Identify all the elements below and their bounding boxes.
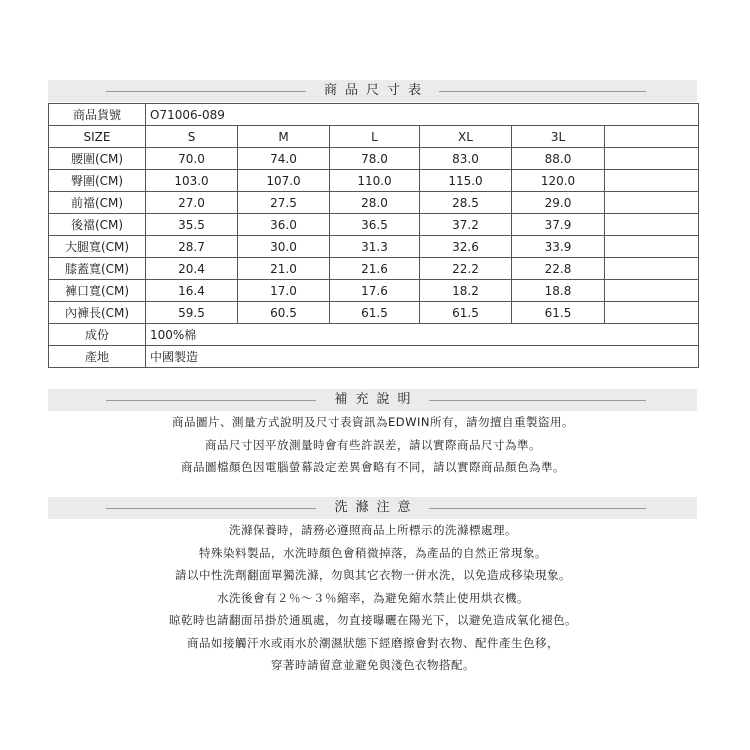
washing-line: 穿著時請留意並避免與淺色衣物搭配。 xyxy=(271,658,475,672)
table-cell: 28.7 xyxy=(146,236,238,258)
origin-label: 產地 xyxy=(49,346,146,368)
table-cell: 21.6 xyxy=(330,258,420,280)
size-xl: XL xyxy=(420,126,512,148)
size-m: M xyxy=(238,126,330,148)
table-cell: 60.5 xyxy=(238,302,330,324)
table-cell: 18.8 xyxy=(512,280,605,302)
table-cell: 78.0 xyxy=(330,148,420,170)
table-row xyxy=(49,214,699,236)
empty-cell xyxy=(605,214,699,236)
table-cell: 36.0 xyxy=(238,214,330,236)
table-cell: 83.0 xyxy=(420,148,512,170)
size-table-header xyxy=(48,80,697,102)
table-row xyxy=(49,148,699,170)
table-cell: 22.8 xyxy=(512,258,605,280)
product-code-label: 商品貨號 xyxy=(49,104,146,126)
material-label: 成份 xyxy=(49,324,146,346)
washing-line: 特殊染料製品，水洗時顏色會稍微掉落，為產品的自然正常現象。 xyxy=(199,545,547,560)
table-cell: 16.4 xyxy=(146,280,238,302)
table-cell: 20.4 xyxy=(146,258,238,280)
table-cell: 27.5 xyxy=(238,192,330,214)
origin-value: 中國製造 xyxy=(146,346,699,368)
table-cell: 17.0 xyxy=(238,280,330,302)
table-cell: 18.2 xyxy=(420,280,512,302)
table-row xyxy=(49,236,699,258)
supplement-title-wrap xyxy=(48,389,697,411)
washing-line: 水洗後會有２％～３％縮率，為避免縮水禁止使用烘衣機。 xyxy=(217,590,529,605)
supplement-text xyxy=(48,411,698,479)
empty-cell xyxy=(605,148,699,170)
row-label: 內褲長(CM) xyxy=(49,302,146,324)
table-row xyxy=(49,170,699,192)
supplement-line: 商品尺寸因平放測量時會有些許誤差，請以實際商品尺寸為準。 xyxy=(205,437,541,452)
table-cell: 88.0 xyxy=(512,148,605,170)
table-cell: 61.5 xyxy=(330,302,420,324)
empty-cell xyxy=(605,170,699,192)
table-row xyxy=(49,258,699,280)
supplement-title: 補充說明 xyxy=(316,392,428,407)
table-cell: 31.3 xyxy=(330,236,420,258)
table-cell: 22.2 xyxy=(420,258,512,280)
row-label: 大腿寬(CM) xyxy=(49,236,146,258)
product-code-value: O71006-089 xyxy=(146,104,699,126)
empty-cell xyxy=(605,236,699,258)
row-label: 前襠(CM) xyxy=(49,192,146,214)
table-cell: 28.5 xyxy=(420,192,512,214)
table-cell: 37.9 xyxy=(512,214,605,236)
row-label: 褲口寬(CM) xyxy=(49,280,146,302)
size-table-title: 商品尺寸表 xyxy=(306,83,439,98)
size-table-title-wrap xyxy=(48,80,697,102)
table-row xyxy=(49,280,699,302)
size-l: L xyxy=(330,126,420,148)
washing-title-wrap xyxy=(48,497,697,519)
material-value: 100%棉 xyxy=(146,324,699,346)
table-cell: 107.0 xyxy=(238,170,330,192)
table-cell: 61.5 xyxy=(420,302,512,324)
empty-cell xyxy=(605,302,699,324)
table-cell: 70.0 xyxy=(146,148,238,170)
table-cell: 30.0 xyxy=(238,236,330,258)
washing-line: 洗滌保養時，請務必遵照商品上所標示的洗滌標處理。 xyxy=(229,523,517,537)
table-cell: 59.5 xyxy=(146,302,238,324)
size-header-row xyxy=(49,126,699,148)
origin-row xyxy=(49,346,699,368)
table-cell: 110.0 xyxy=(330,170,420,192)
table-cell: 28.0 xyxy=(330,192,420,214)
washing-line: 請以中性洗劑翻面單獨洗滌，勿與其它衣物一併水洗，以免造成移染現象。 xyxy=(175,568,571,582)
table-row xyxy=(49,192,699,214)
washing-line: 晾乾時也請翻面吊掛於通風處，勿直接曝曬在陽光下，以避免造成氧化褪色。 xyxy=(169,613,577,627)
washing-title: 洗滌注意 xyxy=(316,500,428,515)
table-row xyxy=(49,302,699,324)
size-label: SIZE xyxy=(49,126,146,148)
empty-cell xyxy=(605,192,699,214)
table-cell: 115.0 xyxy=(420,170,512,192)
table-cell: 36.5 xyxy=(330,214,420,236)
size-s: S xyxy=(146,126,238,148)
washing-line: 商品如接觸汗水或雨水於潮濕狀態下經磨擦會對衣物、配件產生色移， xyxy=(187,635,559,650)
row-label: 臀圍(CM) xyxy=(49,170,146,192)
table-cell: 120.0 xyxy=(512,170,605,192)
table-cell: 27.0 xyxy=(146,192,238,214)
table-cell: 35.5 xyxy=(146,214,238,236)
table-cell: 21.0 xyxy=(238,258,330,280)
row-label: 腰圍(CM) xyxy=(49,148,146,170)
empty-cell xyxy=(605,126,699,148)
table-cell: 61.5 xyxy=(512,302,605,324)
table-cell: 32.6 xyxy=(420,236,512,258)
washing-text xyxy=(48,519,698,677)
table-cell: 103.0 xyxy=(146,170,238,192)
table-cell: 29.0 xyxy=(512,192,605,214)
empty-cell xyxy=(605,280,699,302)
product-code-row xyxy=(49,104,699,126)
row-label: 後襠(CM) xyxy=(49,214,146,236)
table-cell: 37.2 xyxy=(420,214,512,236)
table-cell: 33.9 xyxy=(512,236,605,258)
material-row xyxy=(49,324,699,346)
washing-header xyxy=(48,497,697,519)
supplement-line: 商品圖檔顏色因電腦螢幕設定差異會略有不同，請以實際商品顏色為準。 xyxy=(181,460,565,474)
supplement-header xyxy=(48,389,697,411)
row-label: 膝蓋寬(CM) xyxy=(49,258,146,280)
size-table xyxy=(48,103,699,368)
empty-cell xyxy=(605,258,699,280)
size-3l: 3L xyxy=(512,126,605,148)
table-cell: 17.6 xyxy=(330,280,420,302)
table-cell: 74.0 xyxy=(238,148,330,170)
supplement-line: 商品圖片、測量方式說明及尺寸表資訊為EDWIN所有，請勿擅自重製盜用。 xyxy=(172,415,574,429)
